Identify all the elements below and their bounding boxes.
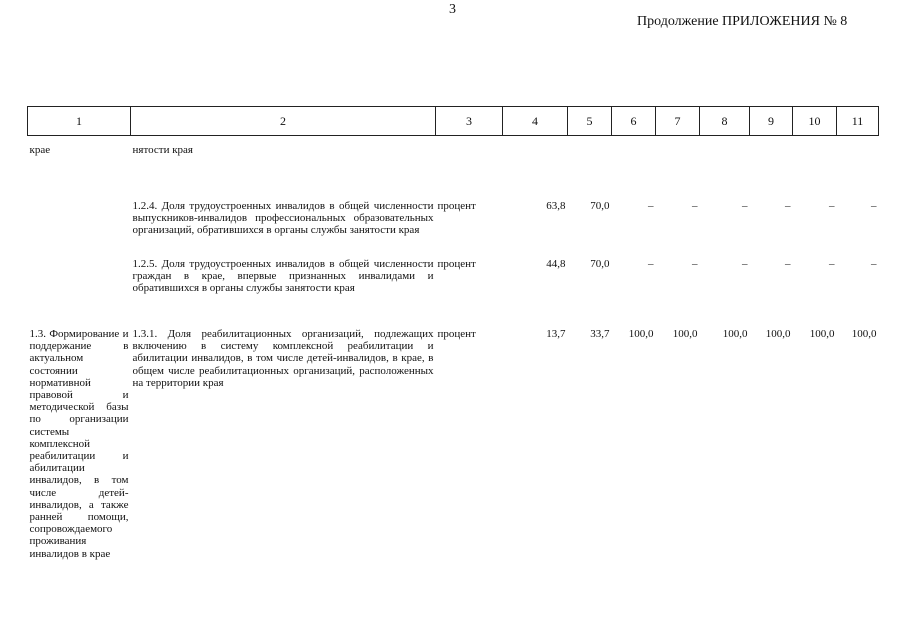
table-row [28, 258, 879, 328]
header-col-11: 11 [837, 107, 879, 136]
row-value: – [648, 258, 654, 270]
row-value: 44,8 [546, 258, 566, 270]
row-value [793, 136, 837, 201]
row-value: 100,0 [851, 328, 877, 340]
row-value: 70,0 [590, 200, 610, 212]
row-value: – [829, 258, 835, 270]
header-col-3: 3 [436, 107, 503, 136]
row-value: 100,0 [628, 328, 654, 340]
row-value: 100,0 [809, 328, 835, 340]
row-value: – [785, 200, 791, 212]
row-value: – [648, 200, 654, 212]
header-col-2: 2 [131, 107, 436, 136]
row-value [656, 136, 700, 201]
header-col-1: 1 [28, 107, 131, 136]
row-value: 100,0 [765, 328, 791, 340]
row-value [503, 136, 568, 201]
table-header-row [28, 107, 879, 136]
appendix-continuation-label: Продолжение ПРИЛОЖЕНИЯ № 8 [637, 14, 848, 29]
table-row [28, 200, 879, 258]
page-number: 3 [449, 2, 456, 17]
row-value [612, 136, 656, 201]
header-col-9: 9 [750, 107, 793, 136]
header-col-5: 5 [568, 107, 612, 136]
header-col-10: 10 [793, 107, 837, 136]
row-value [700, 136, 750, 201]
row-value: 13,7 [546, 328, 566, 340]
row-unit: процент [437, 200, 476, 212]
row-goal: 1.3. Формирование и поддержание в актуальном состоянии нормативной правовой и методической базы по организации системы комплексной реабилитации и абилитации инвалидов, в том числе детей-инвалидов, а также ранней помощи, сопровождаемого проживания инвалидов в крае [29, 328, 129, 560]
row-indicator: 1.2.4. Доля трудоустроенных инвалидов в общей численности выпускников-инвалидов профессиональных образовательных организаций, обратившихся в органы службы занятости края [132, 200, 434, 237]
header-col-4: 4 [503, 107, 568, 136]
row-indicator: 1.2.5. Доля трудоустроенных инвалидов в общей численности граждан в крае, впервые признанных инвалидами и обратившихся в органы службы занятости края [132, 258, 434, 295]
row-value: 63,8 [546, 200, 566, 212]
row-goal [28, 258, 131, 328]
row-value: – [692, 200, 698, 212]
row-unit: процент [437, 328, 476, 340]
row-value [837, 136, 879, 201]
row-value: – [692, 258, 698, 270]
row-value: 33,7 [590, 328, 610, 340]
row-value: 70,0 [590, 258, 610, 270]
row-unit: процент [437, 258, 476, 270]
table-row [28, 136, 879, 201]
row-value: – [871, 258, 877, 270]
row-value: – [742, 258, 748, 270]
header-col-7: 7 [656, 107, 700, 136]
row-value: 100,0 [672, 328, 698, 340]
table-row [28, 328, 879, 560]
header-col-8: 8 [700, 107, 750, 136]
row-indicator: нятости края [132, 144, 193, 156]
row-value: – [829, 200, 835, 212]
row-value: – [871, 200, 877, 212]
row-value [568, 136, 612, 201]
header-col-6: 6 [612, 107, 656, 136]
row-unit [436, 136, 503, 201]
row-value: 100,0 [722, 328, 748, 340]
row-goal [28, 200, 131, 258]
row-value: – [785, 258, 791, 270]
row-indicator: 1.3.1. Доля реабилитационных организаций, подлежащих включению в систему комплексной реабилитации и абилитации инвалидов, в том числе детей-инвалидов, в крае, в общем числе реабилитационных организаций, расположенных на территории края [132, 328, 434, 389]
appendix-table [27, 106, 879, 560]
row-value: – [742, 200, 748, 212]
row-goal: крае [29, 144, 51, 156]
row-value [750, 136, 793, 201]
